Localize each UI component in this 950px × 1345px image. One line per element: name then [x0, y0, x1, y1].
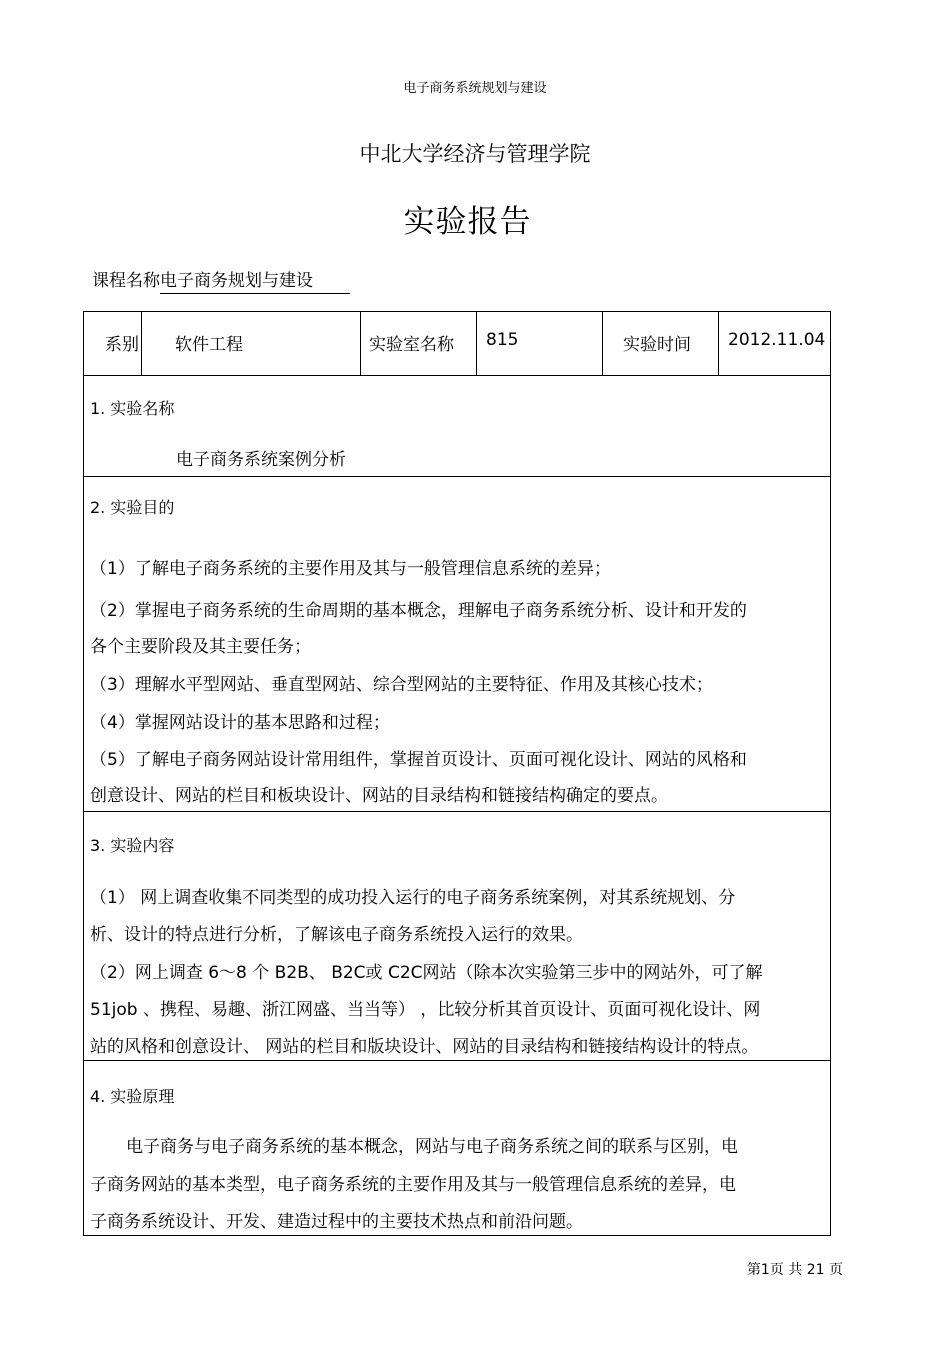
- time-label: 实验时间: [623, 335, 691, 355]
- dept-value: 软件工程: [175, 335, 243, 355]
- dept-label: 系别: [105, 335, 139, 355]
- report-table: [83, 311, 831, 1236]
- section-heading: 4. 实验原理: [90, 1087, 175, 1106]
- section-heading: 1. 实验名称: [90, 399, 175, 418]
- time-value: 2012.11.04: [728, 330, 826, 350]
- section-line: （2）网上调查 6～8 个 B2B、 B2C或 C2C网站（除本次实验第三步中的网站外，可了解: [90, 963, 763, 983]
- lab-value: 815: [486, 330, 519, 350]
- section-line: 电子商务与电子商务系统的基本概念，网站与电子商务系统之间的联系与区别，电: [126, 1137, 738, 1157]
- section-line: （2）掌握电子商务系统的生命周期的基本概念，理解电子商务系统分析、设计和开发的: [90, 601, 747, 621]
- section-line: 51job 、携程、易趣、浙江网盛、当当等） ，比较分析其首页设计、页面可视化设计、网: [90, 1000, 761, 1020]
- section-line: （1）了解电子商务系统的主要作用及其与一般管理信息系统的差异；: [90, 559, 611, 579]
- section-line: 站的风格和创意设计、 网站的栏目和版块设计、网站的目录结构和链接结构设计的特点。: [90, 1037, 759, 1057]
- section-line: 各个主要阶段及其主要任务；: [90, 637, 311, 657]
- course-value: 电子商务规划与建设: [160, 266, 350, 294]
- section-line: 析、设计的特点进行分析，了解该电子商务系统投入运行的效果。: [90, 925, 583, 945]
- section-line: 创意设计、网站的栏目和板块设计、网站的目录结构和链接结构确定的要点。: [90, 786, 668, 806]
- section-line: 子商务网站的基本类型，电子商务系统的主要作用及其与一般管理信息系统的差异，电: [90, 1175, 736, 1195]
- section-heading: 3. 实验内容: [90, 836, 175, 855]
- page-footer: 第1页 共 21 页: [746, 1262, 843, 1278]
- section-line: （4）掌握网站设计的基本思路和过程；: [90, 713, 390, 733]
- section-line: （5）了解电子商务网站设计常用组件，掌握首页设计、页面可视化设计、网站的风格和: [90, 750, 747, 770]
- section-line: 子商务系统设计、开发、建造过程中的主要技术热点和前沿问题。: [90, 1212, 583, 1232]
- course-line: [92, 266, 350, 294]
- page-header: 电子商务系统规划与建设: [403, 81, 547, 96]
- section-line: 电子商务系统案例分析: [176, 450, 346, 470]
- report-title: 实验报告: [403, 204, 532, 240]
- section-heading: 2. 实验目的: [90, 498, 175, 517]
- lab-label: 实验室名称: [369, 335, 454, 355]
- section-line: （1） 网上调查收集不同类型的成功投入运行的电子商务系统案例，对其系统规划、分: [90, 888, 736, 908]
- course-label: 课程名称: [92, 271, 160, 291]
- school-name: 中北大学经济与管理学院: [359, 142, 591, 166]
- section-line: （3）理解水平型网站、垂直型网站、综合型网站的主要特征、作用及其核心技术；: [90, 675, 713, 695]
